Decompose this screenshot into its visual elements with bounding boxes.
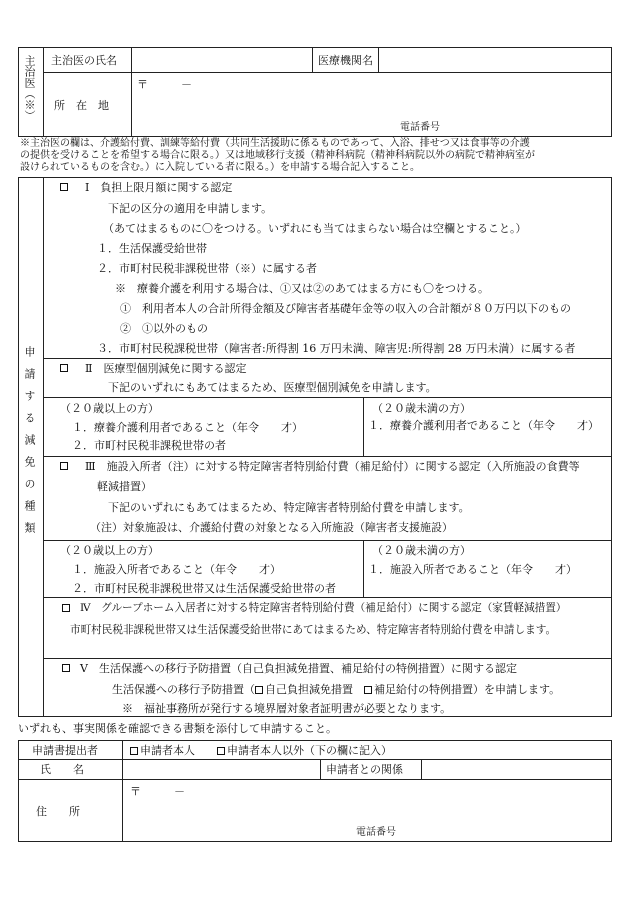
section3-checkbox[interactable] [60,462,68,470]
section5-opt1-checkbox[interactable] [255,686,263,694]
submitter-phone-label: 電話番号 [356,827,396,838]
section4-title: Ⅳ グループホーム入居者に対する特定障害者特別給付費（補足給付）に関する認定（家賃軽減措置） [80,602,567,614]
section3-right-item1: １．施設入所者であること（年令 才） [368,563,577,576]
section1-sub2: ② ①以外のもの [120,322,208,335]
submitter-options [130,745,392,756]
submitter-name-label: 氏 名 [40,763,84,776]
section5-line1-post: ）を申請します。 [473,683,561,696]
doctor-side-label: 主治医（※） [23,55,36,121]
section1-item1: １．生活保護受給世帯 [97,242,207,255]
section5-line1-pre: 生活保護への移行予防措置（ [112,683,255,696]
section2-line1: 下記のいずれにもあてはまるため、医療型個別減免を申請します。 [108,381,437,394]
doctor-name-label: 主治医の氏名 [51,54,117,67]
section2-right-item1: １．療養介護利用者であること（年令 才） [368,419,599,432]
section1-sub1: ① 利用者本人の合計所得金額及び障害者基礎年金等の収入の合計額が８０万円以下のもの [120,302,571,315]
submitter-other-checkbox[interactable] [217,747,225,755]
section3-left-item2: ２．市町村民税非課税世帯又は生活保護受給世帯の者 [72,582,336,595]
institution-label: 医療機関名 [318,54,373,67]
section3-left-header: （２０歳以上の方） [60,544,159,557]
section3-left-item1: １．施設入所者であること（年令 才） [72,563,281,576]
submitter-label: 申請書提出者 [32,744,98,757]
section3-title-cont: 軽減措置） [97,480,152,493]
doctor-address-field[interactable] [132,73,611,136]
doctor-note-3: 設けられているものを含む。）に入院している者に限る。）を申請する場合記入すること。 [20,162,420,173]
relation-label: 申請者との関係 [326,763,403,776]
doctor-phone-label: 電話番号 [400,122,440,133]
section1-line1: 下記の区分の適用を申請します。 [108,202,273,215]
section5-checkbox[interactable] [62,664,70,672]
section3-note: （注）対象施設は、介護給付費の対象となる入所施設（障害者支援施設） [90,521,453,534]
section3-line1: 下記のいずれにもあてはまるため、特定障害者特別給付費を申請します。 [108,501,470,514]
submitter-self-checkbox[interactable] [130,747,138,755]
section1-line2: （あてはまるものに〇をつける。いずれにも当てはまらない場合は空欄とすること。） [103,222,527,235]
section2-right-header: （２０歳未満の方） [372,402,471,415]
relation-field[interactable] [422,760,611,778]
section1-checkbox[interactable] [60,183,68,191]
doctor-postal-mark: 〒 － [137,78,192,91]
section2-title: Ⅱ 医療型個別減免に関する認定 [85,362,247,375]
section1-note: ※ 療養介護を利用する場合は、①又は②のあてはまる方にも〇をつける。 [115,282,489,295]
section1-item2: ２．市町村民税非課税世帯（※）に属する者 [97,262,317,275]
section2-left-item2: ２．市町村民税非課税世帯の者 [72,439,226,452]
section5-line1 [112,684,560,695]
submitter-postal-mark: 〒 － [130,785,185,798]
section2-left-header: （２０歳以上の方） [60,402,159,415]
section1-title: Ⅰ 負担上限月額に関する認定 [85,181,233,194]
reduction-side-label: 申請する減免の種類 [23,346,36,544]
section5-title: Ⅴ 生活保護への移行予防措置（自己負担減免措置、補足給付の特例措置）に関する認定 [80,662,517,675]
submitter-self-label: 申請者本人 [140,744,195,757]
section1-item3: ３．市町村民税課税世帯（障害者:所得割 16 万円未満、障害児:所得割 28 万円未満）に属する者 [97,342,576,355]
section4-checkbox[interactable] [62,604,70,612]
section5-opt2-checkbox[interactable] [364,686,372,694]
section4-line1: 市町村民税非課税世帯又は生活保護受給世帯にあてはまるため、特定障害者特別給付費を申請します。 [70,624,557,636]
section2-checkbox[interactable] [60,364,68,372]
section5-opt1-label: 自己負担減免措置 [265,683,353,696]
submitter-other-label: 申請者本人以外（下の欄に記入） [227,744,392,757]
section5-note: ※ 福祉事務所が発行する境界層対象者証明書が必要となります。 [122,702,452,715]
section3-title: Ⅲ 施設入所者（注）に対する特定障害者特別給付費（補足給付）に関する認定（入所施設の食費等 [85,460,580,473]
submitter-address-label: 住 所 [36,805,80,818]
submitter-name-field[interactable] [123,760,319,778]
doctor-address-label: 所 在 地 [54,99,109,112]
doctor-note-1: ※主治医の欄は、介護給付費、訓練等給付費（共同生活援助に係るものであって、入浴、排せつ又は食事等の介護 [20,138,530,149]
institution-field[interactable] [379,48,611,71]
attach-note: いずれも、事実関係を確認できる書類を添付して申請すること。 [18,722,337,735]
section2-left-item1: １．療養介護利用者であること（年令 才） [72,421,303,434]
section3-right-header: （２０歳未満の方） [372,544,471,557]
doctor-name-field[interactable] [132,48,311,71]
doctor-note-2: の提供を受けることを希望する場合に限る。）又は地域移行支援（精神科病院（精神科病院以外の病院で精神病室が [20,150,535,161]
section5-opt2-label: 補足給付の特例措置 [374,683,473,696]
